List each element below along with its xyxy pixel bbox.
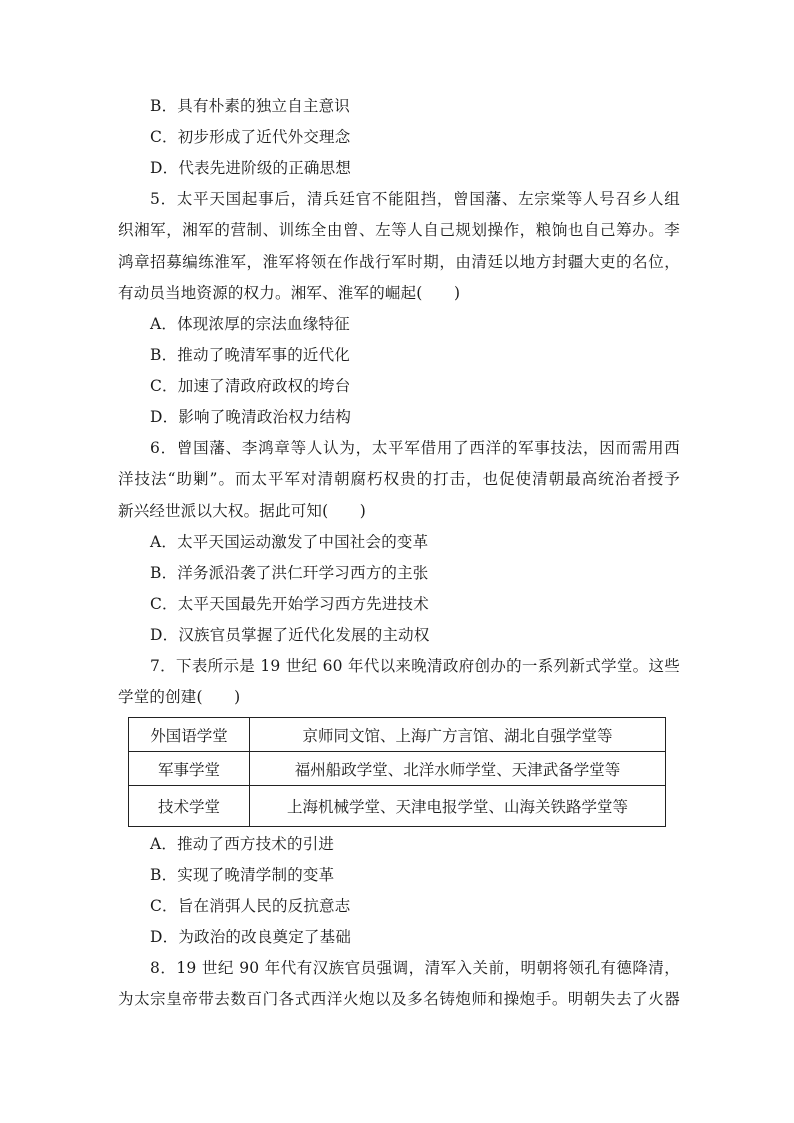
q8-stem-line-2: 为太宗皇帝带去数百门各式西洋火炮以及多名铸炮师和操炮手。明朝失去了火器 xyxy=(118,990,680,1008)
q4-option-c: C．初步形成了近代外交理念 xyxy=(150,128,351,146)
table-row xyxy=(129,718,666,752)
q6-stem-line-3: 新兴经世派以大权。据此可知( ) xyxy=(118,502,366,520)
table-cell-schools: 福州船政学堂、北洋水师学堂、天津武备学堂等 xyxy=(250,752,666,786)
q8-stem-line-1: 8．19 世纪 90 年代有汉族官员强调，清军入关前，明朝将领孔有德降清， xyxy=(150,959,680,977)
q7-option-b: B．实现了晚清学制的变革 xyxy=(150,866,335,884)
q5-stem-line-3: 鸿章招募编练淮军，淮军将领在作战行军时期，由清廷以地方封疆大吏的名位， xyxy=(118,253,680,271)
q5-stem-line-1: 5．太平天国起事后，清兵廷官不能阻挡，曾国藩、左宗棠等人号召乡人组 xyxy=(150,190,680,208)
table-cell-schools: 上海机械学堂、天津电报学堂、山海关铁路学堂等 xyxy=(250,786,666,827)
table-cell-type: 外国语学堂 xyxy=(129,718,250,752)
q4-option-d: D．代表先进阶级的正确思想 xyxy=(150,159,352,177)
q6-option-a: A．太平天国运动激发了中国社会的变革 xyxy=(150,533,429,551)
q6-stem-line-1: 6．曾国藩、李鸿章等人认为，太平军借用了西洋的军事技法，因而需用西 xyxy=(150,439,680,457)
q5-option-a: A．体现浓厚的宗法血缘特征 xyxy=(150,315,350,333)
q5-option-b: B．推动了晚清军事的近代化 xyxy=(150,346,350,364)
q6-option-c: C．太平天国最先开始学习西方先进技术 xyxy=(150,595,429,613)
table-cell-type: 技术学堂 xyxy=(129,786,250,827)
q7-stem-line-1: 7．下表所示是 19 世纪 60 年代以来晚清政府创办的一系列新式学堂。这些 xyxy=(150,657,680,675)
q7-option-d: D．为政治的改良奠定了基础 xyxy=(150,928,352,946)
q5-option-d: D．影响了晚清政治权力结构 xyxy=(150,408,352,426)
table-cell-schools: 京师同文馆、上海广方言馆、湖北自强学堂等 xyxy=(250,718,666,752)
table-row xyxy=(129,752,666,786)
q7-stem-line-2: 学堂的创建( ) xyxy=(118,688,241,706)
q4-option-b: B．具有朴素的独立自主意识 xyxy=(150,97,350,115)
q6-option-d: D．汉族官员掌握了近代化发展的主动权 xyxy=(150,626,430,644)
school-table xyxy=(128,717,666,827)
q5-stem-line-2: 织湘军，湘军的营制、训练全由曾、左等人自己规划操作，粮饷也自己筹办。李 xyxy=(118,221,680,239)
q7-option-a: A．推动了西方技术的引进 xyxy=(150,835,335,853)
table-row xyxy=(129,786,666,827)
table-cell-type: 军事学堂 xyxy=(129,752,250,786)
q7-option-c: C．旨在消弭人民的反抗意志 xyxy=(150,897,351,915)
q6-stem-line-2: 洋技法“助剿”。而太平军对清朝腐朽权贵的打击，也促使清朝最高统治者授予 xyxy=(118,470,680,488)
q5-option-c: C．加速了清政府政权的垮台 xyxy=(150,377,351,395)
q6-option-b: B．洋务派沿袭了洪仁玕学习西方的主张 xyxy=(150,564,429,582)
q5-stem-line-4: 有动员当地资源的权力。湘军、淮军的崛起( ) xyxy=(118,284,461,302)
